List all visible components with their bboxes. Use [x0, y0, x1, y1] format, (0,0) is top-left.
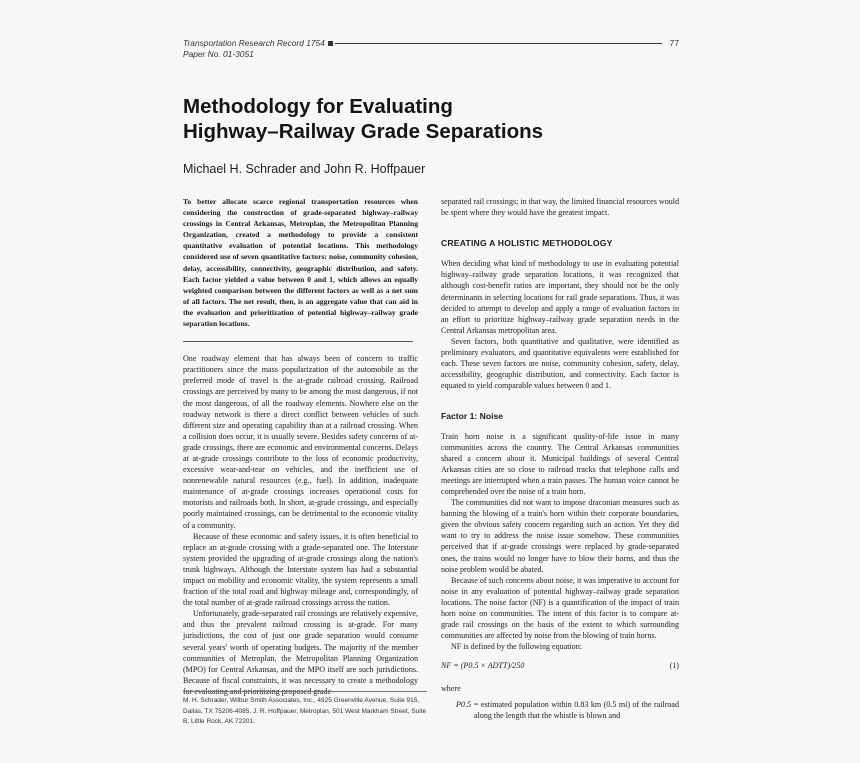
page-number: 77 [669, 38, 679, 48]
author-affiliation-footnote: M. H. Schrader, Wilbur Smith Associates, Inc., 4925 Greenville Avenue, Suite 915, Dallas, TX 75206-4085. J. R. Hoffpauer, Metroplan, 501 West Markham Street, Suite B, Little Rock, AK 72201. [183, 691, 427, 728]
definition-symbol: P0.5 [456, 699, 471, 709]
paper-number: Paper No. 01-3051 [183, 49, 254, 59]
abstract: To better allocate scarce regional transportation resources when considering the construction of grade-separated highway–railway crossings in Central Arkansas, Metroplan, the Metropolitan Planning Organization, created a methodology to provide a consistent quantitative evaluation of potential locations. This methodology considered use of seven quantitative factors: noise, community cohesion, delay, accessibility, connectivity, geographic distribution, and safety. Each factor yielded a value between 0 and 1, which allows an equally weighted comparison between the different factors as well as a net sum of all factors. The net result, then, is an aggregate value that can aid in the evaluation and prioritization of potential highway–railway grade separation locations. [183, 197, 418, 329]
header-rule [335, 43, 662, 44]
journal-name: Transportation Research Record 1754 [183, 38, 325, 48]
equation-number: (1) [669, 661, 679, 671]
paper-title [183, 94, 683, 144]
section-paragraph-2: Seven factors, both quantitative and qualitative, were identified as preliminary evaluators, and quantitative equivalents were established for each. These seven factors are noise, community cohesion, safety, delay, accessibility, geographic distribution, and connectivity. Each factor is equated to yield comparable values between 0 and 1. [441, 336, 679, 391]
title-line-2: Highway–Railway Grade Separations [183, 120, 544, 143]
noise-paragraph-3: Because of such concerns about noise, it was imperative to account for noise in any evaluation of potential highway–railway grade separation locations. The noise factor (NF) is a quantification of the impact of train horn noise on communities. The intent of this factor is to compare at-grade rail crossings on the basis of the extent to which surrounding communities are affected by noise from the blowing of train horns. [441, 575, 679, 641]
left-column [183, 196, 418, 697]
body-paragraph-2: Because of these economic and safety issues, it is often beneficial to replace an at-grade crossing with a grade-separated one. The Interstate system provided the upgrading of at-grade crossings along the nation's trunk highways. Although the Interstate system has had a substantial impact on mobility and economic vitality, the system represents a small fraction of the total road and highway mileage and, correspondingly, of the total number of at-grade railroad crossings across the nation. [183, 531, 418, 608]
body-paragraph-3: Unfortunately, grade-separated rail crossings are relatively expensive, and thus the prevalent railroad crossing is at-grade. For many jurisdictions, the cost of just one grade separation would consume several years' worth of operating budgets. The majority of the member communities of Metroplan, the Metropolitan Planning Organization (MPO) for Central Arkansas, and the MPO itself are such jurisdictions. Because of fiscal constraints, it was necessary to create a methodology for evaluating and prioritizing proposed grade- [183, 609, 418, 696]
definition-text: = estimated population within 0.83 km (0.5 mi) of the railroad along the length that the whistle is blown and [474, 699, 679, 720]
abstract-divider [183, 341, 413, 342]
right-column [441, 196, 679, 721]
running-header [183, 38, 679, 60]
where-label: where [441, 684, 461, 694]
body-paragraph-1: One roadway element that has always been of concern to traffic practitioners since the mass popularization of the automobile as the preferred mode of travel is the at-grade railroad crossing. Railroad crossings are perceived by many to be among the most dangerous, if not the most dangerous, of all the roadway elements. Nowhere else on the roadway network is there a direct conflict between vehicles of such different size and operating capability than at a railroad crossing. When a collision does occur, it is usually severe. Besides safety concerns of at-grade crossings, there are economic and environmental concerns. Delays at at-grade crossings contribute to the loss of economic productivity, excessive wear-and-tear on vehicles, and the inefficient use of nonrenewable natural resources (e.g., fuel). In addition, inadequate maintenance of at-grade crossings increases operational costs for motorists and railroads both. In short, at-grade crossings, and especially poorly maintained crossings, can be detrimental to the economic vitality of a community. [183, 354, 418, 530]
variable-definition [441, 699, 679, 721]
section-paragraph-1: When deciding what kind of methodology to use in evaluating potential highway–railway grade separation locations, it was recognized that although cost-benefit ratios are important, they should not be the only determinants in selecting locations for rail grade separations. Thus, it was decided to attempt to develop and apply a range of evaluation factors in an effort to prioritize highway–railway grade separation needs in the Central Arkansas metropolitan area. [441, 259, 679, 335]
equation-intro: NF is defined by the following equation: [451, 642, 582, 652]
title-line-1: Methodology for Evaluating [183, 95, 453, 118]
noise-paragraph-1: Train horn noise is a significant quality-of-life issue in many communities across the country. The Central Arkansas communities shared a concern about it. Municipal buildings of several Central Arkansas cities are so close to railroad tracks that telephone calls and meetings are interrupted when a train passes. The human voice cannot be comprehended over the noise of a train horn. [441, 431, 679, 496]
equation-expression: NF = (P0.5 × ADTT)/250 [441, 661, 525, 671]
section-heading: CREATING A HOLISTIC METHODOLOGY [441, 238, 613, 249]
continued-paragraph: separated rail crossings; in that way, the limited financial resources would be spent where they would have the greatest impact. [441, 197, 679, 218]
noise-paragraph-2: The communities did not want to impose draconian measures such as banning the blowing of a train's horn within their corporate boundaries, given the obvious safety concern regarding such an action. Yet they did want to try to address the noise issue somehow. These communities perceived that if at-grade crossings were replaced by grade-separated ones, the trains would no longer have to blow their horns, and thus the noise problem would be abated. [441, 498, 679, 574]
equation-1 [441, 660, 679, 671]
square-bullet-icon [328, 41, 333, 46]
author-line: Michael H. Schrader and John R. Hoffpauer [183, 162, 426, 176]
subsection-heading: Factor 1: Noise [441, 411, 504, 422]
